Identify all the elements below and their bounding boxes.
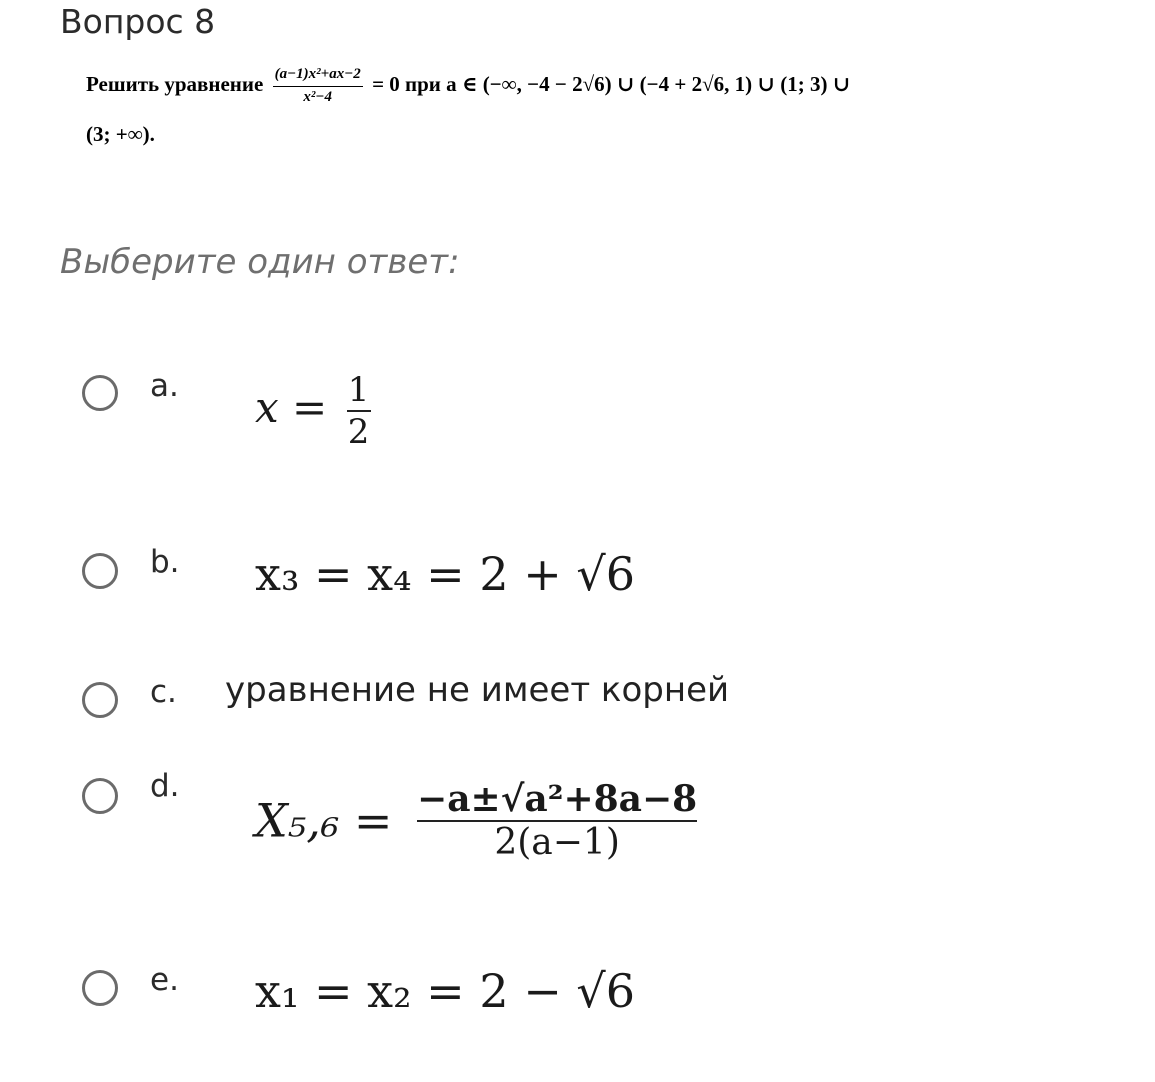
- option-math-d: [255, 778, 697, 863]
- question-title: Вопрос 8: [60, 2, 216, 41]
- option-a[interactable]: [80, 362, 1080, 472]
- equation-denominator: x²−4: [303, 89, 332, 105]
- option-b[interactable]: [80, 543, 1080, 653]
- option-letter-e: e.: [150, 962, 179, 998]
- option-e[interactable]: [80, 960, 1080, 1070]
- radio-button-d[interactable]: [82, 778, 118, 814]
- option-d[interactable]: [80, 768, 1080, 912]
- question-line-2: (3; +∞).: [86, 122, 155, 146]
- option-text-c: уравнение не имеет корней: [225, 670, 730, 710]
- option-letter-b: b.: [150, 544, 180, 580]
- option-math-e: x₁ = x₂ = 2 − √6: [255, 964, 635, 1018]
- option-d-fraction: [417, 778, 697, 863]
- radio-button-a[interactable]: [82, 375, 118, 411]
- option-math-a: [255, 370, 371, 452]
- option-a-denominator: 2: [347, 412, 370, 452]
- option-a-lhs: x =: [255, 383, 328, 432]
- question-line-1: [86, 66, 1106, 126]
- option-letter-a: a.: [150, 368, 179, 404]
- option-math-b: x₃ = x₄ = 2 + √6: [255, 547, 635, 601]
- option-d-lhs: X₅,₆ =: [255, 793, 393, 848]
- answer-prompt: Выберите один ответ:: [60, 242, 460, 282]
- question-condition: = 0 при a ∈ (−∞, −4 − 2√6) ∪ (−4 + 2√6, 1) ∪ (1; 3) ∪: [372, 71, 851, 96]
- radio-button-e[interactable]: [82, 970, 118, 1006]
- option-a-numerator: 1: [347, 370, 370, 410]
- option-a-fraction: [347, 370, 371, 452]
- option-d-denominator: 2(a−1): [494, 822, 620, 863]
- option-c[interactable]: [80, 670, 1080, 784]
- option-letter-c: c.: [150, 674, 177, 710]
- radio-button-b[interactable]: [82, 553, 118, 589]
- radio-button-c[interactable]: [82, 682, 118, 718]
- equation-fraction: [273, 66, 363, 106]
- option-d-numerator: −a±√a²+8a−8: [417, 778, 698, 820]
- question-text-start: Решить уравнение: [86, 71, 264, 96]
- option-letter-d: d.: [150, 768, 180, 804]
- equation-numerator: (a−1)x²+ax−2: [274, 66, 361, 82]
